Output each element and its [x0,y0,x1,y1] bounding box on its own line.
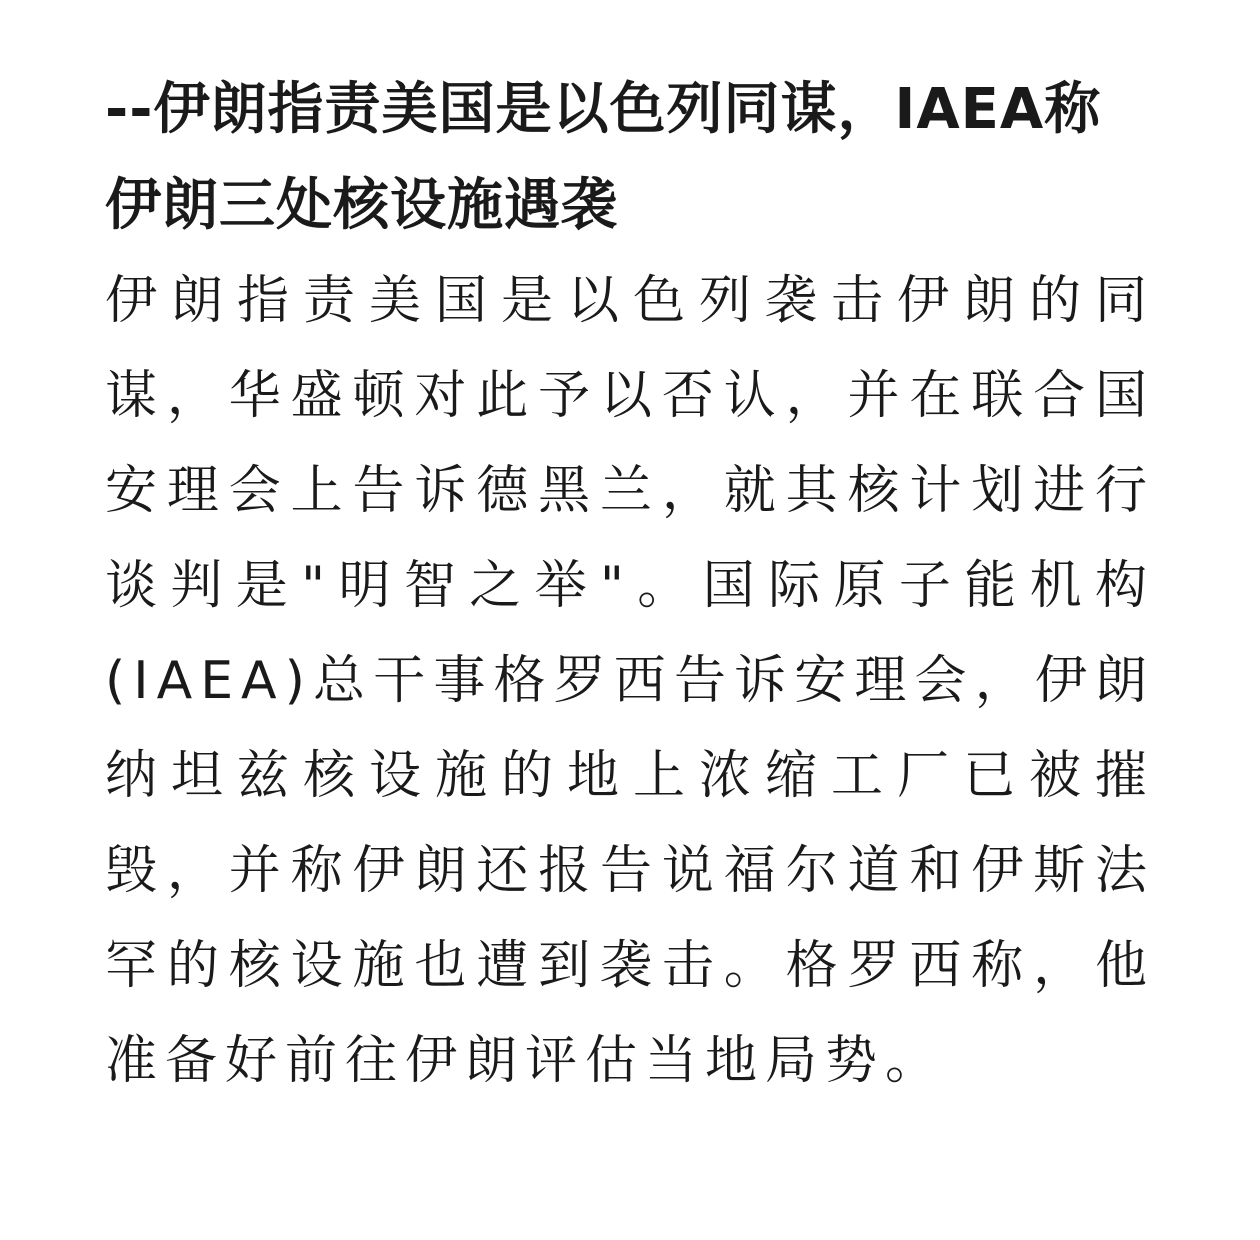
article-body: 伊朗指责美国是以色列袭击伊朗的同谋，华盛顿对此予以否认，并在联合国安理会上告诉德黑兰，就其核计划进行谈判是"明智之举"。国际原子能机构(IAEA)总干事格罗西告诉安理会，伊朗纳坦兹核设施的地上浓缩工厂已被摧毁，并称伊朗还报告说福尔道和伊斯法罕的核设施也遭到袭击。格罗西称，他准备好前往伊朗评估当地局势。 [105,271,1155,1091]
news-article [105,62,1155,1109]
article-headline: --伊朗指责美国是以色列同谋，IAEA称伊朗三处核设施遇袭 [105,77,1102,238]
